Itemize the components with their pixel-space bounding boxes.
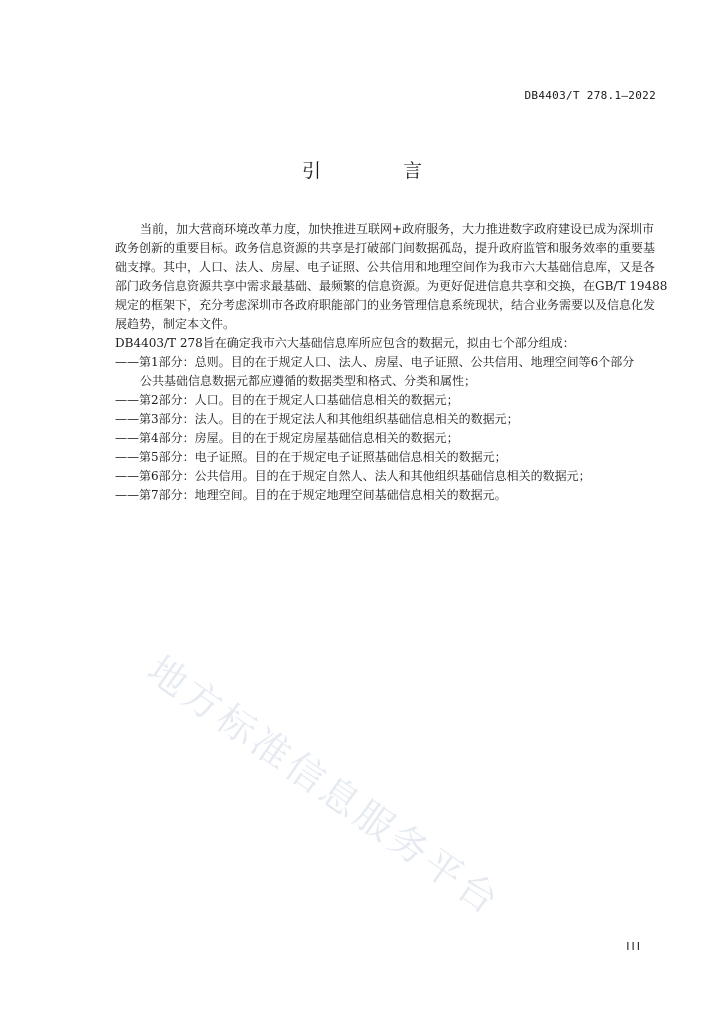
page-number: III <box>626 940 642 953</box>
list-item-continuation: 公共基础信息数据元都应遵循的数据类型和格式、分类和属性； <box>140 374 477 388</box>
text-line: 部门政务信息资源共享中需求最基础、最频繁的信息资源。为更好促进信息共享和交换，在GB/T 19488 <box>115 279 668 293</box>
text-line: 政务创新的重要目标。政务信息资源的共享是打破部门间数据孤岛，提升政府监管和服务效率的重要基 <box>115 241 656 255</box>
list-item: ——第1部分：总则。目的在于规定人口、法人、房屋、电子证照、公共信用、地理空间等6个部分 <box>115 355 635 369</box>
text-line: 础支撑。其中，人口、法人、房屋、电子证照、公共信用和地理空间作为我市六大基础信息库，又是各 <box>115 260 656 274</box>
document-code: DB4403/T 278.1—2022 <box>524 89 656 102</box>
text-line: DB4403/T 278旨在确定我市六大基础信息库所应包含的数据元，拟由七个部分组成： <box>115 336 575 350</box>
text-line: 展趋势，制定本文件。 <box>115 317 236 331</box>
watermark: 地方标准信息服务平台 <box>139 647 509 925</box>
list-item: ——第4部分：房屋。目的在于规定房屋基础信息相关的数据元； <box>115 431 459 445</box>
paragraph-parts-lead <box>115 334 657 353</box>
list-item: ——第6部分：公共信用。目的在于规定自然人、法人和其他组织基础信息相关的数据元； <box>115 469 591 483</box>
list-item: ——第3部分：法人。目的在于规定法人和其他组织基础信息相关的数据元； <box>115 412 519 426</box>
parts-list <box>115 353 657 505</box>
paragraph-intro <box>115 220 668 334</box>
list-item: ——第5部分：电子证照。目的在于规定电子证照基础信息相关的数据元； <box>115 450 507 464</box>
list-item: ——第2部分：人口。目的在于规定人口基础信息相关的数据元； <box>115 393 459 407</box>
body-text <box>115 220 668 505</box>
text-line: 当前，加大营商环境改革力度，加快推进互联网+政府服务，大力推进数字政府建设已成为深圳市 <box>140 222 655 236</box>
page-title: 引 言 <box>301 160 461 182</box>
text-line: 规定的框架下，充分考虑深圳市各政府职能部门的业务管理信息系统现状，结合业务需要以及信息化发 <box>115 298 656 312</box>
list-item: ——第7部分：地理空间。目的在于规定地理空间基础信息相关的数据元。 <box>115 488 507 502</box>
